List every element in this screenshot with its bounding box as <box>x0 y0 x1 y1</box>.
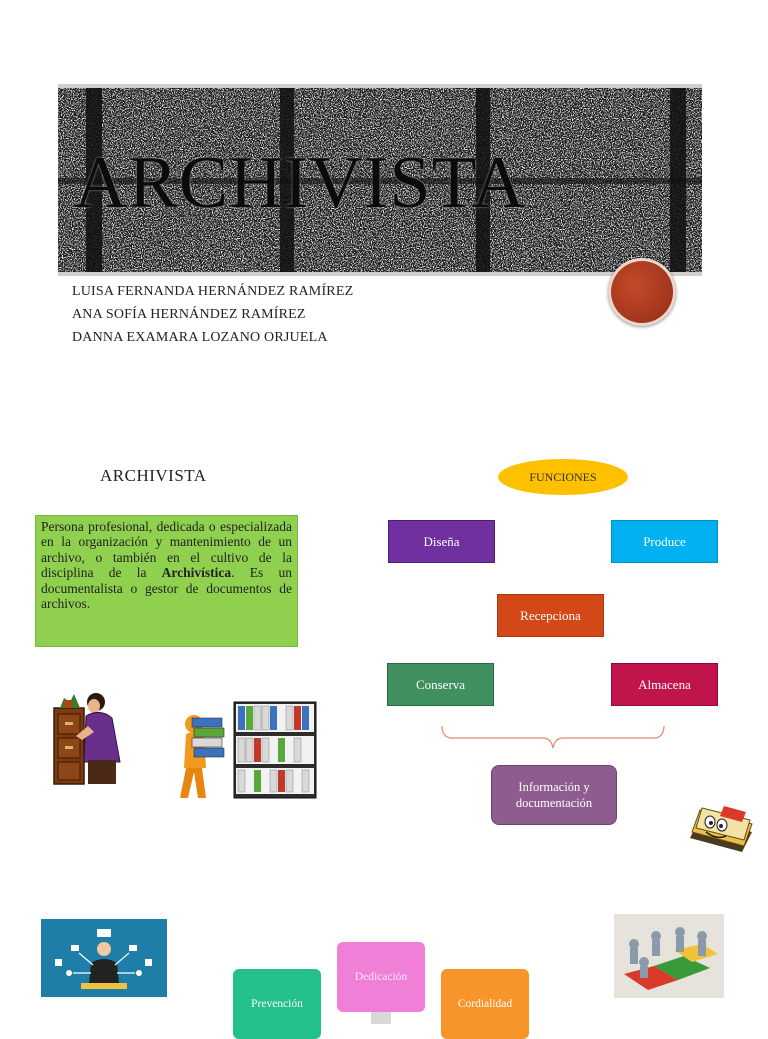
multitasking-illustration <box>41 919 167 997</box>
function-produce: Produce <box>611 520 718 563</box>
funciones-label: FUNCIONES <box>498 459 628 495</box>
section-title: ARCHIVISTA <box>100 466 207 485</box>
archivist-cabinet-illustration <box>50 686 126 786</box>
function-recepciona: Recepciona <box>497 594 604 637</box>
cartoon-folder-illustration <box>684 798 756 860</box>
value-prevencion: Prevención <box>233 969 321 1039</box>
title-banner <box>58 84 702 276</box>
result-box: Información y documentación <box>491 765 617 825</box>
function-disena: Diseña <box>388 520 495 563</box>
page-title: ARCHIVISTA <box>74 142 527 224</box>
decorative-circle <box>608 258 676 326</box>
author-name: DANNA EXAMARA LOZANO ORJUELA <box>72 330 328 345</box>
value-dedicacion: Dedicación <box>337 942 425 1012</box>
function-almacena: Almacena <box>611 663 718 706</box>
value-cordialidad: Cordialidad <box>441 969 529 1039</box>
brace-connector <box>438 722 668 752</box>
binders-shelf-illustration <box>172 680 322 810</box>
function-conserva: Conserva <box>387 663 494 706</box>
definition-bold-term: Archivística <box>161 565 232 581</box>
teamwork-puzzle-illustration <box>614 914 724 998</box>
definition-box <box>35 515 298 647</box>
author-name: LUISA FERNANDA HERNÁNDEZ RAMÍREZ <box>72 284 354 299</box>
definition-text: Persona profesional, dedicada o especializada en la organización y mantenimiento de un archivo, o también en el cultivo de la disciplina de la <box>41 519 292 581</box>
definition-text-end: . Es un documentalista o gestor de documentos de archivos. <box>41 565 293 612</box>
connector-stub <box>371 1012 391 1024</box>
author-name: ANA SOFÍA HERNÁNDEZ RAMÍREZ <box>72 307 306 322</box>
